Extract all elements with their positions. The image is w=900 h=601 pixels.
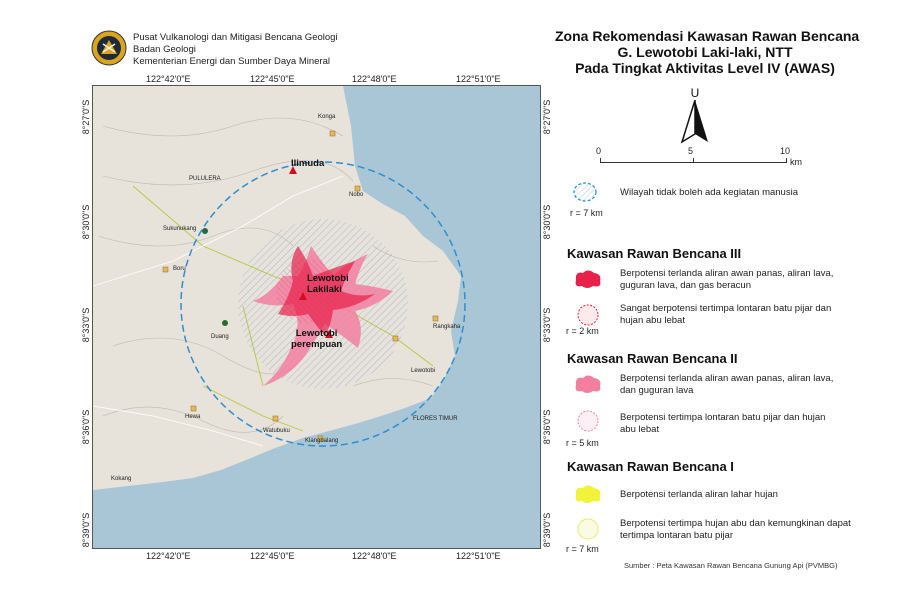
label-perempuan xyxy=(291,328,342,350)
krb1-symbol-flow xyxy=(573,483,603,510)
exclusion-circle-icon xyxy=(573,182,597,202)
yellow-blob-icon xyxy=(573,483,603,505)
coord-left-5: 8°39'0"S xyxy=(81,512,91,548)
coord-top-3: 122°48'0"E xyxy=(352,74,397,84)
title-line-1: Zona Rekomendasi Kawasan Rawan Bencana xyxy=(555,28,860,44)
coord-top-4: 122°51'0"E xyxy=(456,74,501,84)
label-lakilaki xyxy=(307,273,349,295)
pink-hatched-circle-icon xyxy=(576,410,600,432)
place-rangkaha: Rangkaha xyxy=(433,324,461,330)
scale-bar xyxy=(596,146,826,176)
north-label: U xyxy=(690,86,700,100)
north-arrow-icon xyxy=(680,100,710,144)
legend-exclusion-symbol xyxy=(573,182,597,202)
coord-right-2: 8°30'0"S xyxy=(542,204,552,240)
coord-bottom-1: 122°42'0"E xyxy=(146,551,191,561)
krb3-radius: r = 2 km xyxy=(566,326,599,336)
place-flores-timur: FLORES TIMUR xyxy=(413,416,458,422)
krb2-title: Kawasan Rawan Bencana II xyxy=(567,351,738,366)
red-blob-icon xyxy=(573,268,603,290)
legend-exclusion-label: Wilayah tidak boleh ada kegiatan manusia xyxy=(620,187,798,198)
coord-left-3: 8°33'0"S xyxy=(81,307,91,343)
source-note: Sumber : Peta Kawasan Rawan Bencana Gunung Api (PVMBG) xyxy=(624,561,838,570)
label-perempuan-1: Lewotobi xyxy=(295,328,338,339)
scale-unit: km xyxy=(790,157,802,167)
krb3-item1: Berpotensi terlanda aliran awan panas, aliran lava, guguran lava, dan gas beracun xyxy=(620,268,834,291)
coord-bottom-4: 122°51'0"E xyxy=(456,551,501,561)
pink-blob-icon xyxy=(573,373,603,395)
hazard-map xyxy=(93,86,540,548)
coord-top-2: 122°45'0"E xyxy=(250,74,295,84)
coord-left-2: 8°30'0"S xyxy=(81,204,91,240)
header-logo xyxy=(91,30,127,66)
label-ilimuda: Ilimuda xyxy=(291,158,325,169)
geology-agency-logo-icon xyxy=(91,30,127,66)
label-perempuan-2: perempuan xyxy=(291,339,343,350)
krb2-symbol-flow xyxy=(573,373,603,400)
place-konga: Konga xyxy=(318,114,336,120)
krb1-radius: r = 7 km xyxy=(566,544,599,554)
coord-bottom-2: 122°45'0"E xyxy=(250,551,295,561)
yellow-hatched-circle-icon xyxy=(576,518,600,540)
coord-top-1: 122°42'0"E xyxy=(146,74,191,84)
coord-left-1: 8°27'0"S xyxy=(81,99,91,135)
krb3-title: Kawasan Rawan Bencana III xyxy=(567,246,742,261)
krb2-item1: Berpotensi terlanda aliran awan panas, aliran lava, dan guguran lava xyxy=(620,373,834,396)
coord-right-1: 8°27'0"S xyxy=(542,99,552,135)
red-hatched-circle-icon xyxy=(576,304,600,326)
scale-tick-0: 0 xyxy=(596,146,602,156)
krb2-item2: Berpotensi tertimpa lontaran batu pijar dan hujan abu lebat xyxy=(620,412,826,435)
coord-left-4: 8°36'0"S xyxy=(81,409,91,445)
krb3-item2: Sangat berpotensi tertimpa lontaran batu pijar dan hujan abu lebat xyxy=(620,303,832,326)
place-pululera: PULULERA xyxy=(189,176,221,182)
title-line-2: G. Lewotobi Laki-laki, NTT xyxy=(617,44,793,60)
label-lakilaki-1: Lewotobi xyxy=(307,273,349,284)
place-lewotobi: Lewotobi xyxy=(411,368,436,374)
place-kokang: Kokang xyxy=(111,476,132,482)
scale-tick-10: 10 xyxy=(780,146,791,156)
krb1-item2: Berpotensi tertimpa hujan abu dan kemungkinan dapat tertimpa lontaran batu pijar xyxy=(620,518,851,541)
krb1-item1: Berpotensi terlanda aliran lahar hujan xyxy=(620,489,778,500)
coord-bottom-3: 122°48'0"E xyxy=(352,551,397,561)
coord-right-3: 8°33'0"S xyxy=(542,307,552,343)
krb1-title: Kawasan Rawan Bencana I xyxy=(567,459,734,474)
coord-right-4: 8°36'0"S xyxy=(542,409,552,445)
north-arrow xyxy=(680,86,710,146)
title-line-3: Pada Tingkat Aktivitas Level IV (AWAS) xyxy=(575,60,835,76)
krb2-symbol-radius xyxy=(576,410,600,437)
org-sub-agency: Badan Geologi xyxy=(133,44,196,55)
map-title xyxy=(555,28,860,76)
krb3-symbol-flow xyxy=(573,268,603,295)
org-name: Pusat Vulkanologi dan Mitigasi Bencana Geologi xyxy=(133,32,338,43)
krb2-radius: r = 5 km xyxy=(566,438,599,448)
scale-tick-5: 5 xyxy=(688,146,694,156)
coord-right-5: 8°39'0"S xyxy=(542,512,552,548)
label-lakilaki-2: Lakilaki xyxy=(307,284,342,295)
krb1-symbol-radius xyxy=(576,518,600,545)
org-ministry: Kementerian Energi dan Sumber Daya Mineral xyxy=(133,56,330,67)
place-watubuku: Watubuku xyxy=(263,428,290,434)
place-hewa: Hewa xyxy=(185,414,201,420)
map-frame[interactable] xyxy=(92,85,541,549)
place-nobo: Nobo xyxy=(349,192,364,198)
place-duang: Duang xyxy=(211,334,229,340)
legend-exclusion-radius: r = 7 km xyxy=(570,208,603,218)
place-sukunukang: Sukunukang xyxy=(163,226,197,232)
place-boru: Boru xyxy=(173,266,186,272)
place-klangbalang: Klangbalang xyxy=(305,438,339,444)
